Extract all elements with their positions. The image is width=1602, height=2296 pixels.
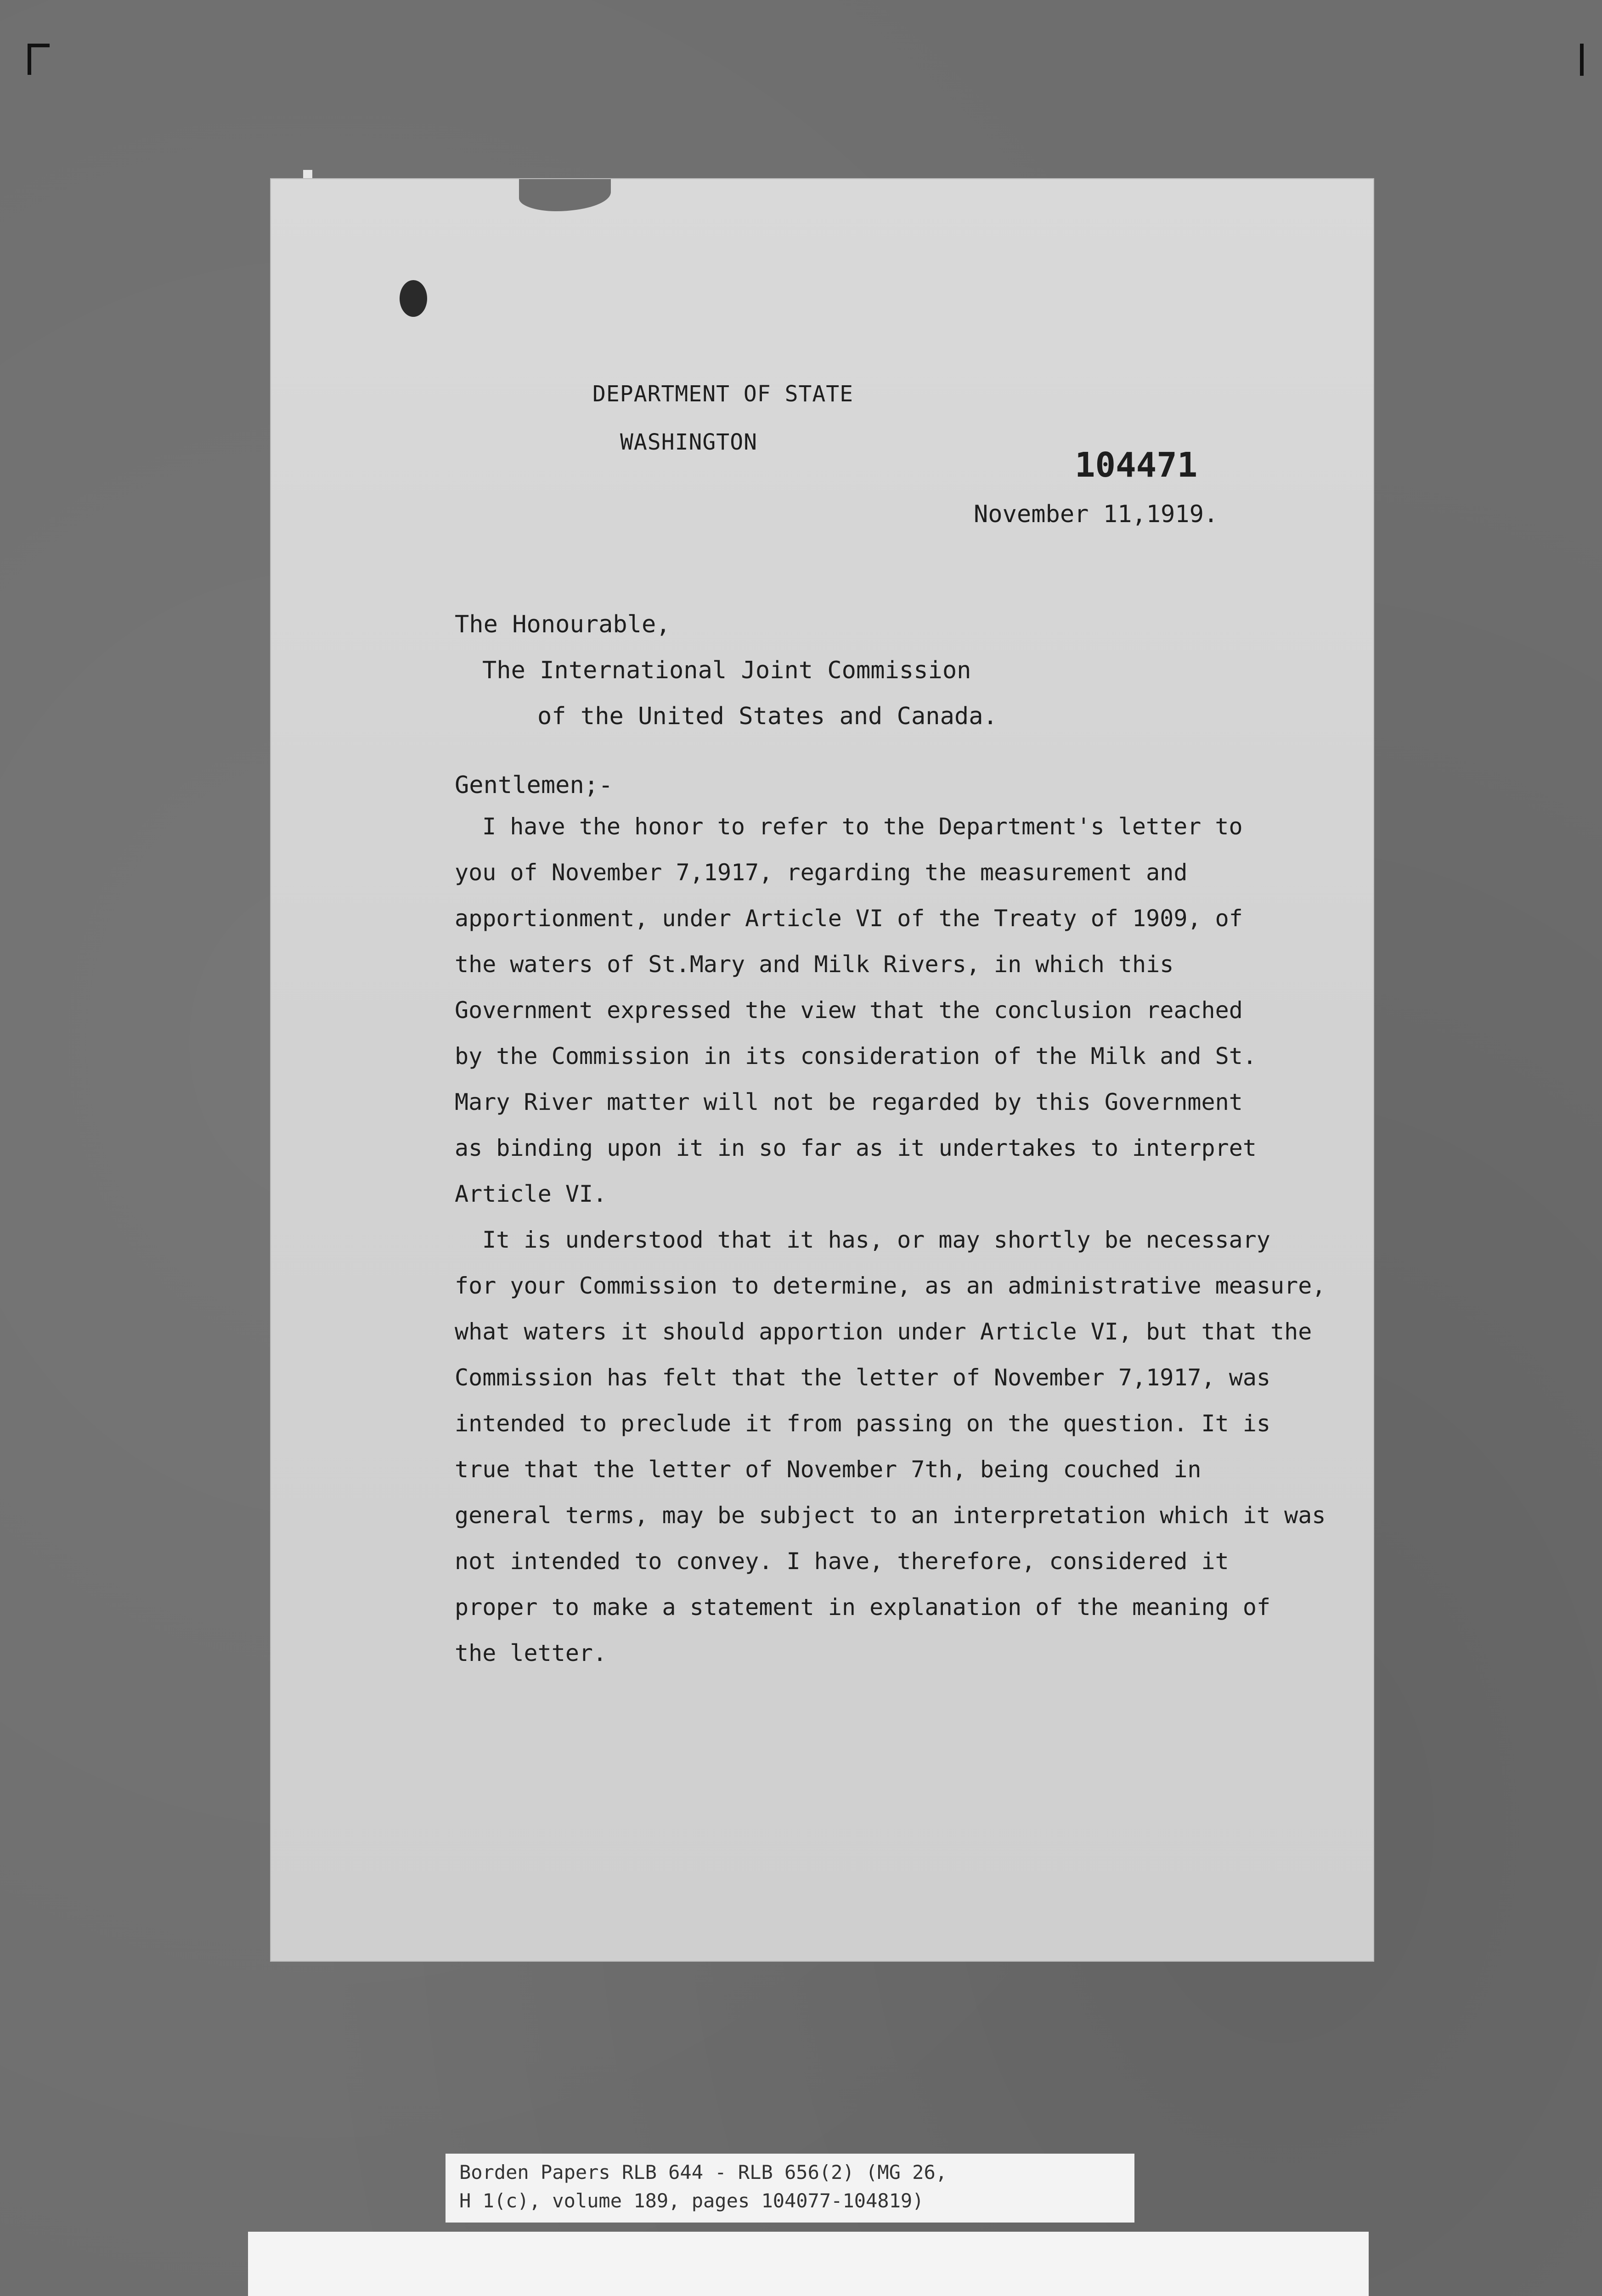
paragraph-1 — [455, 804, 1355, 1217]
address-line-1: The Honourable, — [455, 611, 671, 638]
archive-reference-label — [446, 2154, 1134, 2223]
letterhead-city: WASHINGTON — [620, 429, 757, 455]
paper-tear — [519, 179, 611, 211]
body-line: Government expressed the view that the conclusion reached — [455, 997, 1243, 1024]
frame-corner-mark — [1566, 44, 1584, 76]
body-line: as binding upon it in so far as it undertakes to interpret — [455, 1135, 1257, 1161]
body-line: for your Commission to determine, as an administrative measure, — [455, 1272, 1326, 1299]
body-line: Mary River matter will not be regarded by this Government — [455, 1089, 1243, 1115]
frame-corner-mark — [28, 44, 50, 75]
punch-hole — [400, 280, 427, 317]
body-line: It is understood that it has, or may shortly be necessary — [482, 1227, 1270, 1253]
letter-body — [455, 804, 1355, 1676]
body-line: the letter. — [455, 1640, 607, 1666]
letterhead-department: DEPARTMENT OF STATE — [592, 381, 854, 407]
address-line-2: The International Joint Commission — [482, 657, 971, 684]
body-line: by the Commission in its consideration of the Milk and St. — [455, 1043, 1257, 1069]
address-line-3: of the United States and Canada. — [537, 703, 998, 730]
archive-reference-line-2: H 1(c), volume 189, pages 104077-104819) — [459, 2189, 924, 2212]
archive-stamp-card — [248, 2232, 1369, 2296]
body-line: Commission has felt that the letter of November 7,1917, was — [455, 1364, 1271, 1391]
body-line: not intended to convey. I have, therefore, considered it — [455, 1548, 1229, 1575]
body-line: what waters it should apportion under Article VI, but that the — [455, 1318, 1312, 1345]
document-number: 104471 — [1075, 445, 1198, 485]
body-line: general terms, may be subject to an interpretation which it was — [455, 1502, 1326, 1529]
body-line: the waters of St.Mary and Milk Rivers, in which this — [455, 951, 1174, 978]
paragraph-2 — [455, 1217, 1355, 1676]
body-line: Article VI. — [455, 1181, 607, 1207]
letter-date: November 11,1919. — [974, 501, 1218, 528]
archive-reference-line-1: Borden Papers RLB 644 - RLB 656(2) (MG 26, — [459, 2161, 948, 2183]
body-line: you of November 7,1917, regarding the measurement and — [455, 859, 1188, 886]
body-line: intended to preclude it from passing on the question. It is — [455, 1410, 1271, 1437]
salutation: Gentlemen;- — [455, 771, 613, 799]
body-line: apportionment, under Article VI of the Treaty of 1909, of — [455, 905, 1243, 932]
letter-page — [271, 179, 1373, 1961]
body-line: proper to make a statement in explanation of the meaning of — [455, 1594, 1271, 1621]
body-line: true that the letter of November 7th, being couched in — [455, 1456, 1202, 1483]
body-line: I have the honor to refer to the Department's letter to — [482, 813, 1243, 840]
